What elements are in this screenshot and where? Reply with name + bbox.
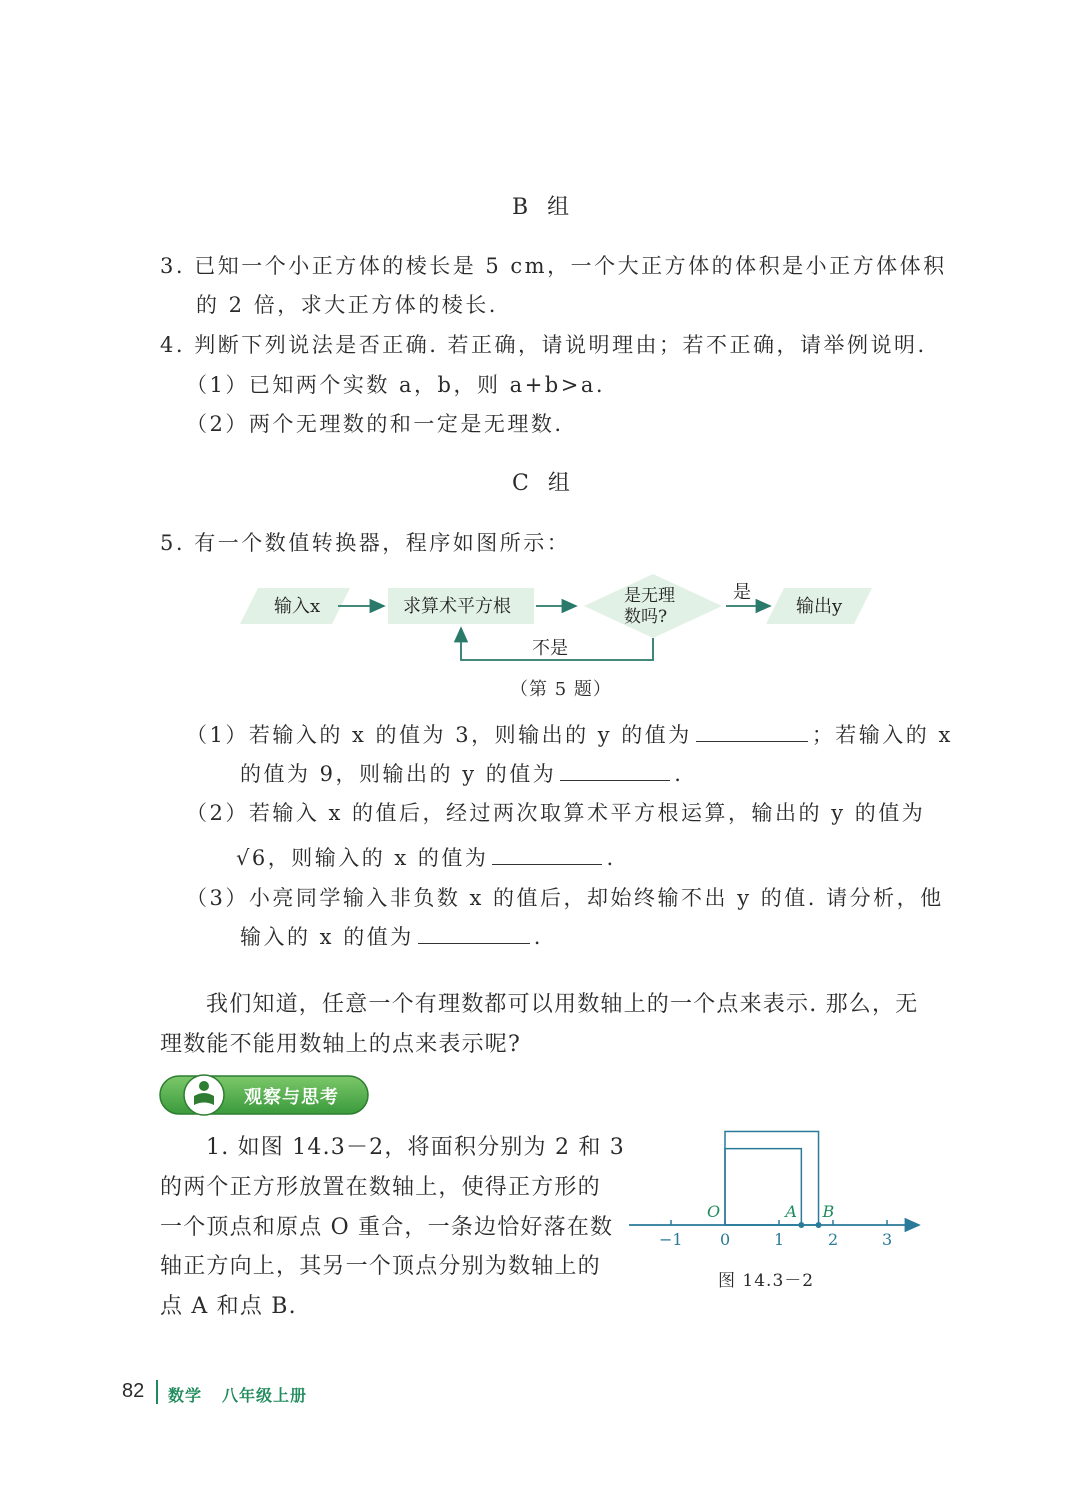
q5-sub-2-line-2: √6，则输入的 x 的值为 . bbox=[236, 846, 616, 870]
answer-blank-4[interactable] bbox=[418, 925, 530, 944]
q5-sub-3-line-2: 输入的 x 的值为 . bbox=[240, 925, 543, 949]
q5-sub-1-line-1 bbox=[186, 719, 953, 749]
point-b-label: B bbox=[822, 1202, 835, 1221]
tick-label: 2 bbox=[828, 1230, 839, 1249]
figure-caption-q5: （第 5 题） bbox=[510, 679, 612, 700]
question-5-stem: 5. 有一个数值转换器，程序如图所示： bbox=[160, 531, 571, 555]
q5-sub-1-text-a: （1）若输入的 x 的值为 3，则输出的 y 的值为 bbox=[186, 723, 692, 747]
obs1-line-5: 点 A 和点 B. bbox=[160, 1294, 297, 1319]
answer-blank-1[interactable] bbox=[696, 723, 808, 742]
tick-label: 0 bbox=[720, 1230, 731, 1249]
flow-decision-line-2: 数吗? bbox=[624, 607, 668, 627]
tick-label: −1 bbox=[659, 1230, 683, 1249]
q5-sub-3-line-1: （3）小亮同学输入非负数 x 的值后，却始终输不出 y 的值. 请分析，他 bbox=[186, 886, 944, 910]
question-3-line-2: 的 2 倍，求大正方体的棱长. bbox=[196, 293, 498, 317]
obs1-line-2: 的两个正方形放置在数轴上，使得正方形的 bbox=[160, 1175, 601, 1200]
page-number: 82 bbox=[122, 1380, 145, 1402]
answer-blank-3[interactable] bbox=[492, 846, 602, 865]
q5-sub-1-text-b: ；若输入的 x bbox=[811, 723, 953, 747]
group-b-heading: B 组 bbox=[512, 195, 576, 220]
point-b-dot bbox=[816, 1222, 822, 1228]
question-4-stem: 4. 判断下列说法是否正确. 若正确，请说明理由；若不正确，请举例说明. bbox=[160, 333, 927, 357]
tick-label: 1 bbox=[774, 1230, 785, 1249]
q5-sub-2-text-b: √6，则输入的 x 的值为 bbox=[236, 846, 489, 870]
tick-label: 3 bbox=[882, 1230, 893, 1249]
q5-sub-3-text-b: 输入的 x 的值为 bbox=[240, 925, 414, 949]
group-c-heading: C 组 bbox=[512, 471, 576, 496]
number-line-figure bbox=[625, 1120, 925, 1250]
q5-sub-2-line-1: （2）若输入 x 的值后，经过两次取算术平方根运算，输出的 y 的值为 bbox=[186, 801, 926, 825]
intro-line-1: 我们知道，任意一个有理数都可以用数轴上的一个点来表示. 那么，无 bbox=[206, 992, 919, 1017]
observe-think-badge bbox=[158, 1072, 370, 1118]
q5-sub-1-text-c: 的值为 9，则输出的 y 的值为 bbox=[240, 762, 557, 786]
point-o-label: O bbox=[707, 1202, 721, 1221]
flow-no-label: 不是 bbox=[532, 638, 568, 659]
flow-yes-label: 是 bbox=[733, 582, 751, 603]
obs1-line-3: 一个顶点和原点 O 重合，一条边恰好落在数 bbox=[160, 1215, 614, 1240]
question-4-part-2: （2）两个无理数的和一定是无理数. bbox=[186, 412, 564, 436]
point-a-label: A bbox=[785, 1202, 797, 1221]
footer-grade: 八年级上册 bbox=[222, 1388, 308, 1405]
badge-label: 观察与思考 bbox=[244, 1087, 339, 1108]
answer-blank-2[interactable] bbox=[560, 762, 670, 781]
decision-diamond bbox=[584, 574, 722, 638]
intro-line-2: 理数能不能用数轴上的点来表示呢? bbox=[160, 1032, 521, 1057]
square-area-3 bbox=[725, 1131, 819, 1225]
flow-input-label: 输入x bbox=[274, 596, 321, 617]
flow-output-label: 输出y bbox=[796, 596, 843, 617]
footer-divider bbox=[156, 1380, 158, 1404]
footer-subject: 数学 bbox=[168, 1388, 203, 1405]
squares-group bbox=[725, 1131, 822, 1228]
question-4-part-1: （1）已知两个实数 a，b，则 a+b>a. bbox=[186, 373, 606, 397]
flow-sqrt-label: 求算术平方根 bbox=[403, 596, 511, 617]
q5-sub-1-line-2: 的值为 9，则输出的 y 的值为 . bbox=[240, 762, 684, 786]
obs1-line-1: 1. 如图 14.3－2，将面积分别为 2 和 3 bbox=[206, 1135, 625, 1160]
flow-decision-line-1: 是无理 bbox=[624, 586, 675, 606]
question-3-line-1: 3. 已知一个小正方体的棱长是 5 cm，一个大正方体的体积是小正方体体积 bbox=[160, 254, 947, 278]
flowchart bbox=[230, 570, 890, 670]
figure-caption-14-3-2: 图 14.3－2 bbox=[718, 1271, 815, 1291]
obs1-line-4: 轴正方向上，其另一个顶点分别为数轴上的 bbox=[160, 1254, 601, 1279]
